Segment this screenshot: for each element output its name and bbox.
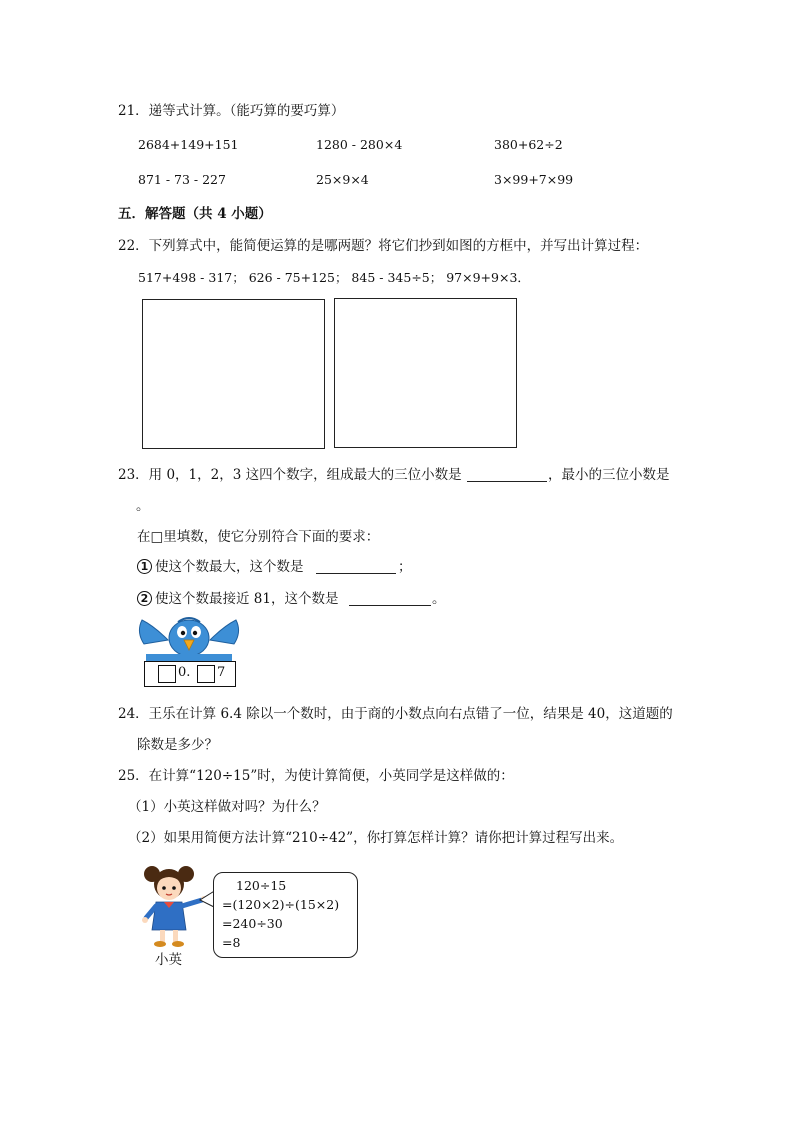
q23-opt1-end: ； xyxy=(398,559,412,575)
q25-sub2: （2）如果用简便方法计算“210÷42”，你打算怎样计算？请你把计算过程写出来。 xyxy=(128,830,624,846)
circle-number-2: 2 xyxy=(137,591,152,606)
answer-box-2[interactable] xyxy=(334,298,517,448)
q21-expr-5: 25×9×4 xyxy=(316,172,369,187)
q22-exprs: 517+498 - 317； 626 - 75+125； 845 - 345÷5； 97×9+9×3． xyxy=(138,270,530,285)
card-decimal: 0. xyxy=(178,665,191,680)
q21-expr-1: 2684+149+151 xyxy=(138,137,239,152)
answer-box-1[interactable] xyxy=(142,299,325,449)
digit-square-1[interactable] xyxy=(158,665,176,683)
q23-opt2-end: 。 xyxy=(432,591,446,607)
q23-blank-max[interactable] xyxy=(316,573,396,574)
q23-opt2-text: 使这个数最接近 81，这个数是 xyxy=(155,591,339,607)
girl-name: 小英 xyxy=(155,952,182,968)
q23-opt1-text: 使这个数最大，这个数是 xyxy=(155,559,304,575)
card-last-digit: 7 xyxy=(217,665,226,680)
digit-square-2[interactable] xyxy=(197,665,215,683)
bubble-line-2: =(120×2)÷(15×2) xyxy=(222,897,340,912)
q22-title: 22．下列算式中，能简便运算的是哪两题？将它们抄到如图的方框中，并写出计算过程： xyxy=(118,238,649,254)
q24-line2: 除数是多少？ xyxy=(137,737,218,753)
q23-line1a: 23．用 0，1，2，3 这四个数字，组成最大的三位小数是 xyxy=(118,467,462,483)
q23-line2: 。 xyxy=(136,498,150,514)
q23-blank-largest[interactable] xyxy=(467,481,547,482)
bubble-line-4: =8 xyxy=(222,935,241,950)
q24-line1: 24．王乐在计算 6.4 除以一个数时，由于商的小数点向右点错了一位，结果是 40，这道题的 xyxy=(118,706,673,722)
q21-expr-6: 3×99+7×99 xyxy=(494,172,574,187)
bubble-line-3: =240÷30 xyxy=(222,916,283,931)
q21-expr-3: 380+62÷2 xyxy=(494,137,563,152)
q21-title: 21．递等式计算。（能巧算的要巧算） xyxy=(118,103,345,119)
bubble-line-1: 120÷15 xyxy=(236,878,287,893)
q25-sub1: （1）小英这样做对吗？为什么？ xyxy=(128,799,326,815)
section5-title: 五．解答题（共 4 小题） xyxy=(118,206,272,222)
q21-expr-4: 871 - 73 - 227 xyxy=(138,172,226,187)
q23-blank-near81[interactable] xyxy=(349,605,431,606)
q23-line3: 在□里填数，使它分别符合下面的要求： xyxy=(137,529,380,545)
q25-line1: 25．在计算“120÷15”时，为使计算简便，小英同学是这样做的： xyxy=(118,768,514,784)
q21-expr-2: 1280 - 280×4 xyxy=(316,137,403,152)
circle-number-1: 1 xyxy=(137,559,152,574)
q23-line1b: ，最小的三位小数是 xyxy=(548,467,670,483)
